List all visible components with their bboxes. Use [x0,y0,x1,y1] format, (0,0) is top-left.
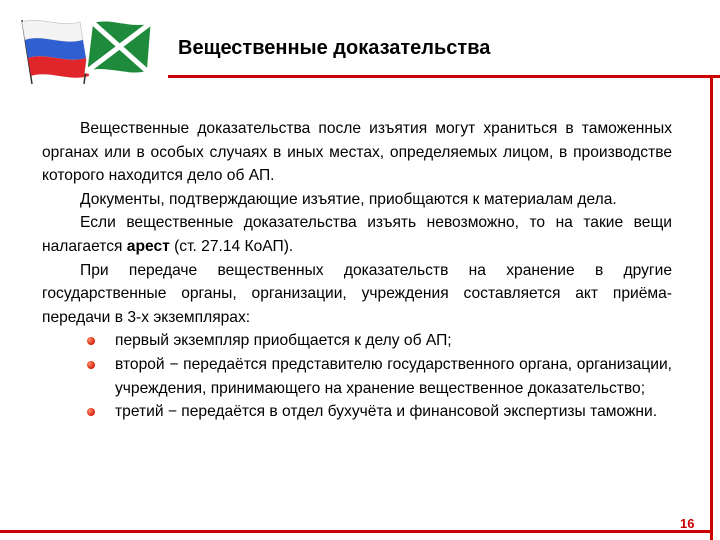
paragraph-transfer: При передаче вещественных доказательств на хранение в другие государственные органы, организации, учреждения составляется акт приёма-передачи в 3-х экземплярах: [42,261,672,326]
page-title: Вещественные доказательства [178,37,491,59]
list-item [42,400,672,424]
frame-right-border [710,78,713,540]
bullet-icon [87,361,95,369]
list-item-text: третий − передаётся в отдел бухучёта и финансовой экспертизы таможни. [115,403,658,421]
paragraph-documents: Документы, подтверждающие изъятие, приобщаются к материалам дела. [80,190,617,208]
arrest-term: арест [126,237,170,255]
russian-flag-icon [22,20,89,84]
arrest-text-before: Если вещественные доказательства изъять невозможно, то на такие вещи налагается [42,214,672,255]
flags-logo [12,14,162,86]
copies-list [42,329,672,423]
arrest-text-after: (ст. 27.14 КоАП). [169,237,294,255]
list-item [42,353,672,400]
frame-bottom-border [0,530,713,533]
slide-body [42,117,672,424]
bullet-icon [87,408,95,416]
page-number: 16 [680,516,695,531]
paragraph-arrest [42,211,672,258]
paragraph-storage: Вещественные доказательства после изъятия могут храниться в таможенных органах или в особых случаях в иных местах, определяемых лицом, в производстве которого находится дело об АП. [42,120,672,185]
list-item [42,329,672,353]
title-divider [168,75,720,78]
customs-flag-icon [84,20,152,84]
list-item-text: первый экземпляр приобщается к делу об АП; [115,332,452,350]
bullet-icon [87,337,95,345]
list-item-text: второй − передаётся представителю государственного органа, организации, учреждения, принимающего на хранение вещественное доказательство; [115,355,672,397]
